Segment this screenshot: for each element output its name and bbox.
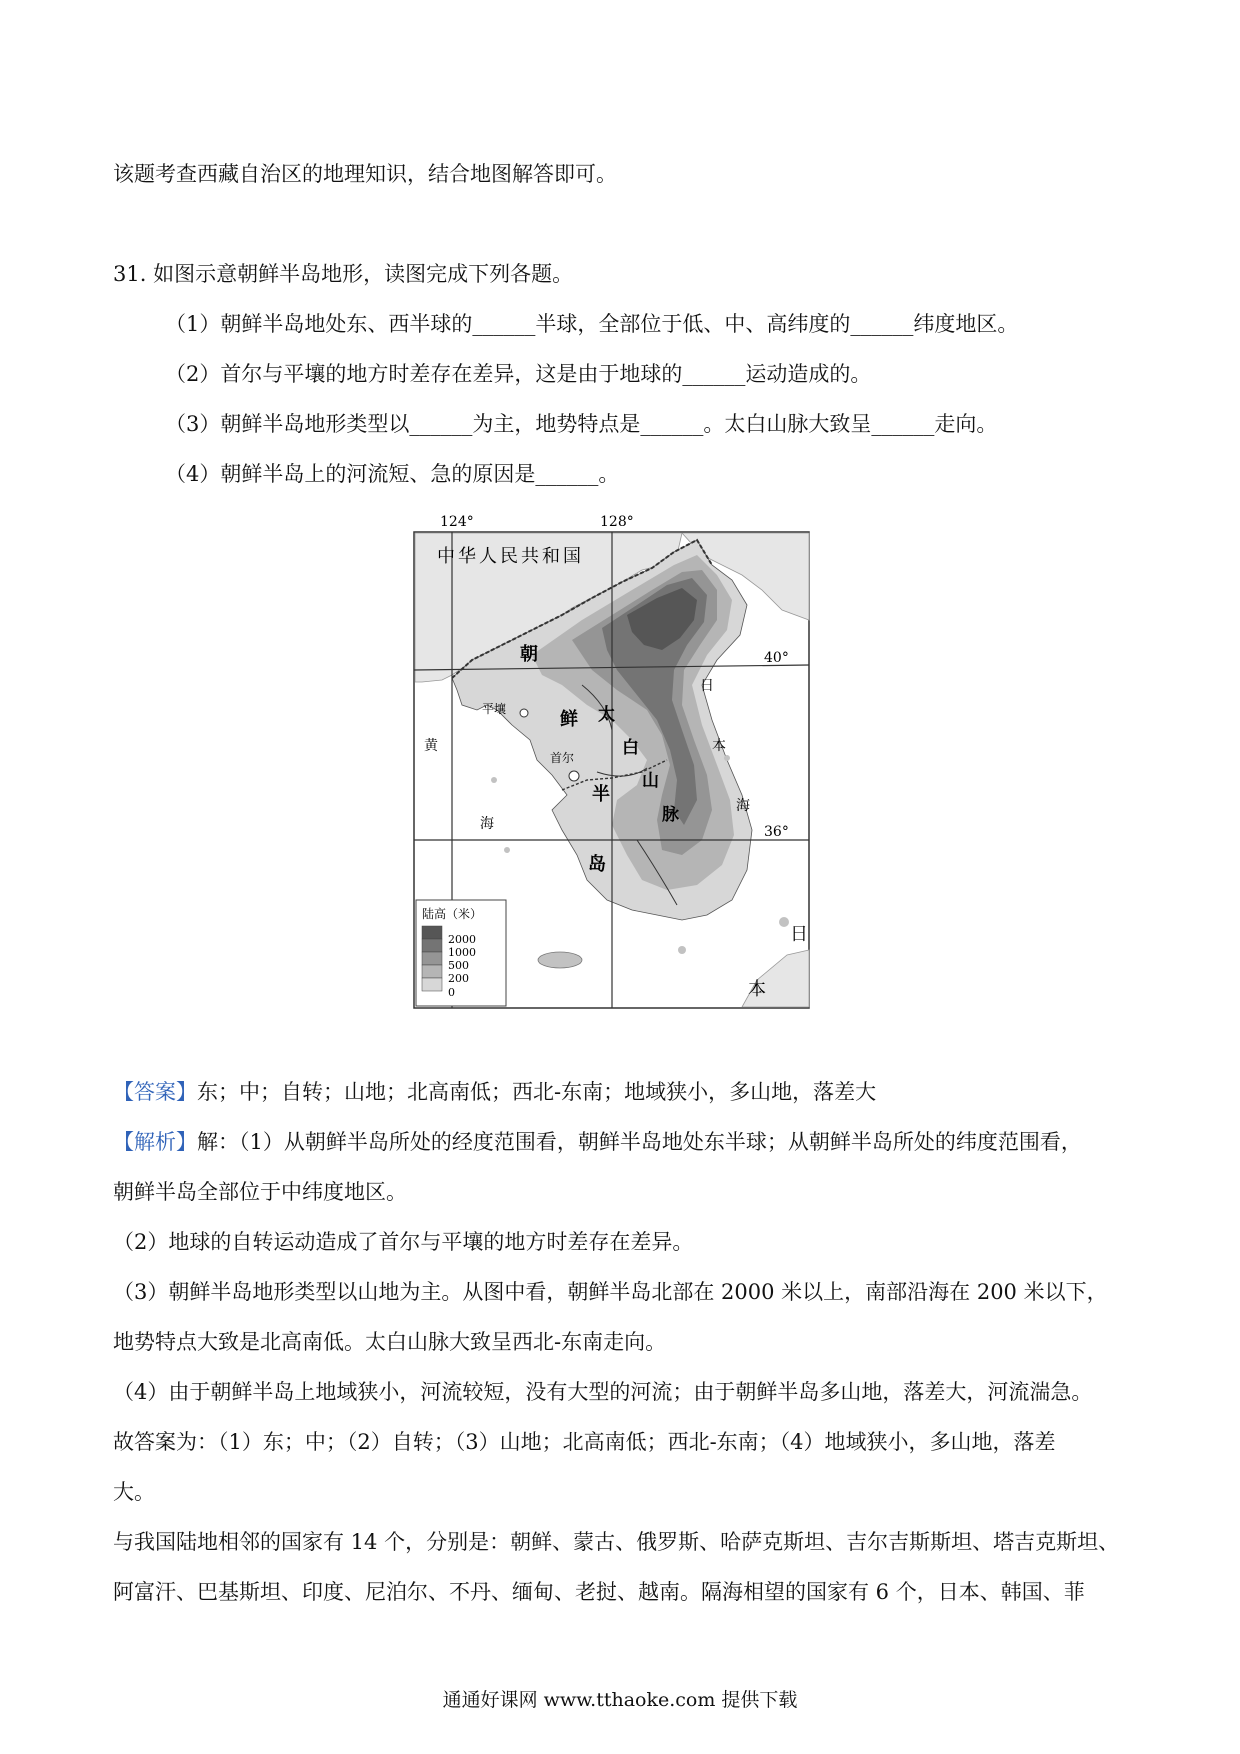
mountain-char-2: 白	[622, 738, 639, 758]
yellow-sea-char-2: 海	[480, 816, 494, 832]
analysis-tag: 【解析】	[113, 1130, 197, 1154]
peninsula-char-3: 半	[592, 784, 610, 805]
mountain-char-4: 脉	[662, 805, 679, 825]
analysis-line-7: 故答案为：（1）东；中；（2）自转；（3）山地；北高南低；西北-东南；（4）地域狭小，多山地，落差	[113, 1430, 1056, 1454]
answer-line	[113, 1077, 876, 1107]
analysis-line-8: 大。	[113, 1480, 155, 1504]
island	[724, 755, 730, 761]
analysis-line-6: （4）由于朝鲜半岛上地域狭小，河流较短，没有大型的河流；由于朝鲜半岛多山地，落差大，河流湍急。	[113, 1380, 1093, 1404]
legend-value-0: 0	[448, 986, 455, 999]
question-stem: 31. 如图示意朝鲜半岛地形，读图完成下列各题。	[113, 262, 574, 286]
island	[491, 777, 497, 783]
mountain-char-1: 太	[598, 705, 615, 725]
legend-swatch-0	[422, 978, 442, 991]
analysis-line-3: （2）地球的自转运动造成了首尔与平壤的地方时差存在差异。	[113, 1230, 694, 1254]
page-footer: 通通好课网 www.tthaoke.com 提供下载	[442, 1689, 798, 1711]
legend-value-1000: 1000	[448, 946, 476, 959]
mountain-char-3: 山	[642, 771, 659, 791]
lat-label-40: 40°	[764, 650, 789, 666]
peninsula-char-1: 朝	[520, 644, 538, 665]
answer-text: 东；中；自转；山地；北高南低；西北-东南；地域狭小，多山地，落差大	[197, 1080, 877, 1104]
elevation-legend	[416, 900, 506, 1006]
sea-of-japan-char-3: 海	[736, 798, 750, 814]
island	[678, 946, 686, 954]
analysis-line-10: 阿富汗、巴基斯坦、印度、尼泊尔、不丹、缅甸、老挝、越南。隔海相望的国家有 6 个，日本、韩国、菲	[113, 1580, 1085, 1604]
legend-title: 陆高（米）	[422, 907, 483, 921]
lon-label-124: 124°	[440, 514, 474, 530]
question-sub-2: （2）首尔与平壤的地方时差存在差异，这是由于地球的______运动造成的。	[165, 362, 872, 386]
question-sub-4: （4）朝鲜半岛上的河流短、急的原因是______。	[165, 462, 620, 486]
korea-terrain-map	[412, 510, 832, 1010]
seoul-label: 首尔	[550, 751, 575, 765]
question-sub-3: （3）朝鲜半岛地形类型以______为主，地势特点是______。太白山脉大致呈______走向。	[165, 412, 998, 436]
yellow-sea-char-1: 黄	[424, 738, 438, 754]
analysis-text-1: 解：（1）从朝鲜半岛所处的经度范围看，朝鲜半岛地处东半球；从朝鲜半岛所处的纬度范围看，	[197, 1130, 1082, 1154]
seoul-marker	[569, 771, 579, 781]
sea-of-japan-char-1: 日	[700, 678, 714, 694]
question-sub-1: （1）朝鲜半岛地处东、西半球的______半球，全部位于低、中、高纬度的______纬度地区。	[165, 312, 1019, 336]
sea-of-japan-char-2: 本	[712, 738, 726, 754]
island	[779, 917, 789, 927]
legend-swatch-2000	[422, 926, 442, 939]
intro-text: 该题考查西藏自治区的地理知识，结合地图解答即可。	[113, 162, 617, 186]
peninsula-char-2: 鲜	[560, 709, 578, 730]
analysis-line-1	[113, 1127, 1082, 1157]
pyongyang-label: 平壤	[482, 702, 507, 716]
pyongyang-marker	[520, 709, 528, 717]
legend-value-2000: 2000	[448, 933, 476, 946]
china-label: 中华人民共和国	[437, 546, 584, 567]
analysis-line-9: 与我国陆地相邻的国家有 14 个，分别是：朝鲜、蒙古、俄罗斯、哈萨克斯坦、吉尔吉斯斯坦、塔吉克斯坦、	[113, 1530, 1120, 1554]
peninsula-char-4: 岛	[588, 854, 606, 875]
lon-label-128: 128°	[600, 514, 634, 530]
legend-swatch-500	[422, 952, 442, 965]
analysis-line-4: （3）朝鲜半岛地形类型以山地为主。从图中看，朝鲜半岛北部在 2000 米以上，南部沿海在 200 米以下，	[113, 1280, 1108, 1304]
analysis-line-5: 地势特点大致是北高南低。太白山脉大致呈西北-东南走向。	[113, 1330, 667, 1354]
japan-char-1: 日	[790, 924, 808, 945]
japan-char-2: 本	[748, 979, 766, 1000]
legend-swatch-1000	[422, 939, 442, 952]
lat-label-36: 36°	[764, 824, 789, 840]
legend-value-200: 200	[448, 972, 469, 985]
jeju-island	[538, 952, 582, 968]
answer-tag: 【答案】	[113, 1080, 197, 1104]
island	[504, 847, 510, 853]
legend-swatch-200	[422, 965, 442, 978]
legend-value-500: 500	[448, 959, 469, 972]
analysis-line-2: 朝鲜半岛全部位于中纬度地区。	[113, 1180, 407, 1204]
